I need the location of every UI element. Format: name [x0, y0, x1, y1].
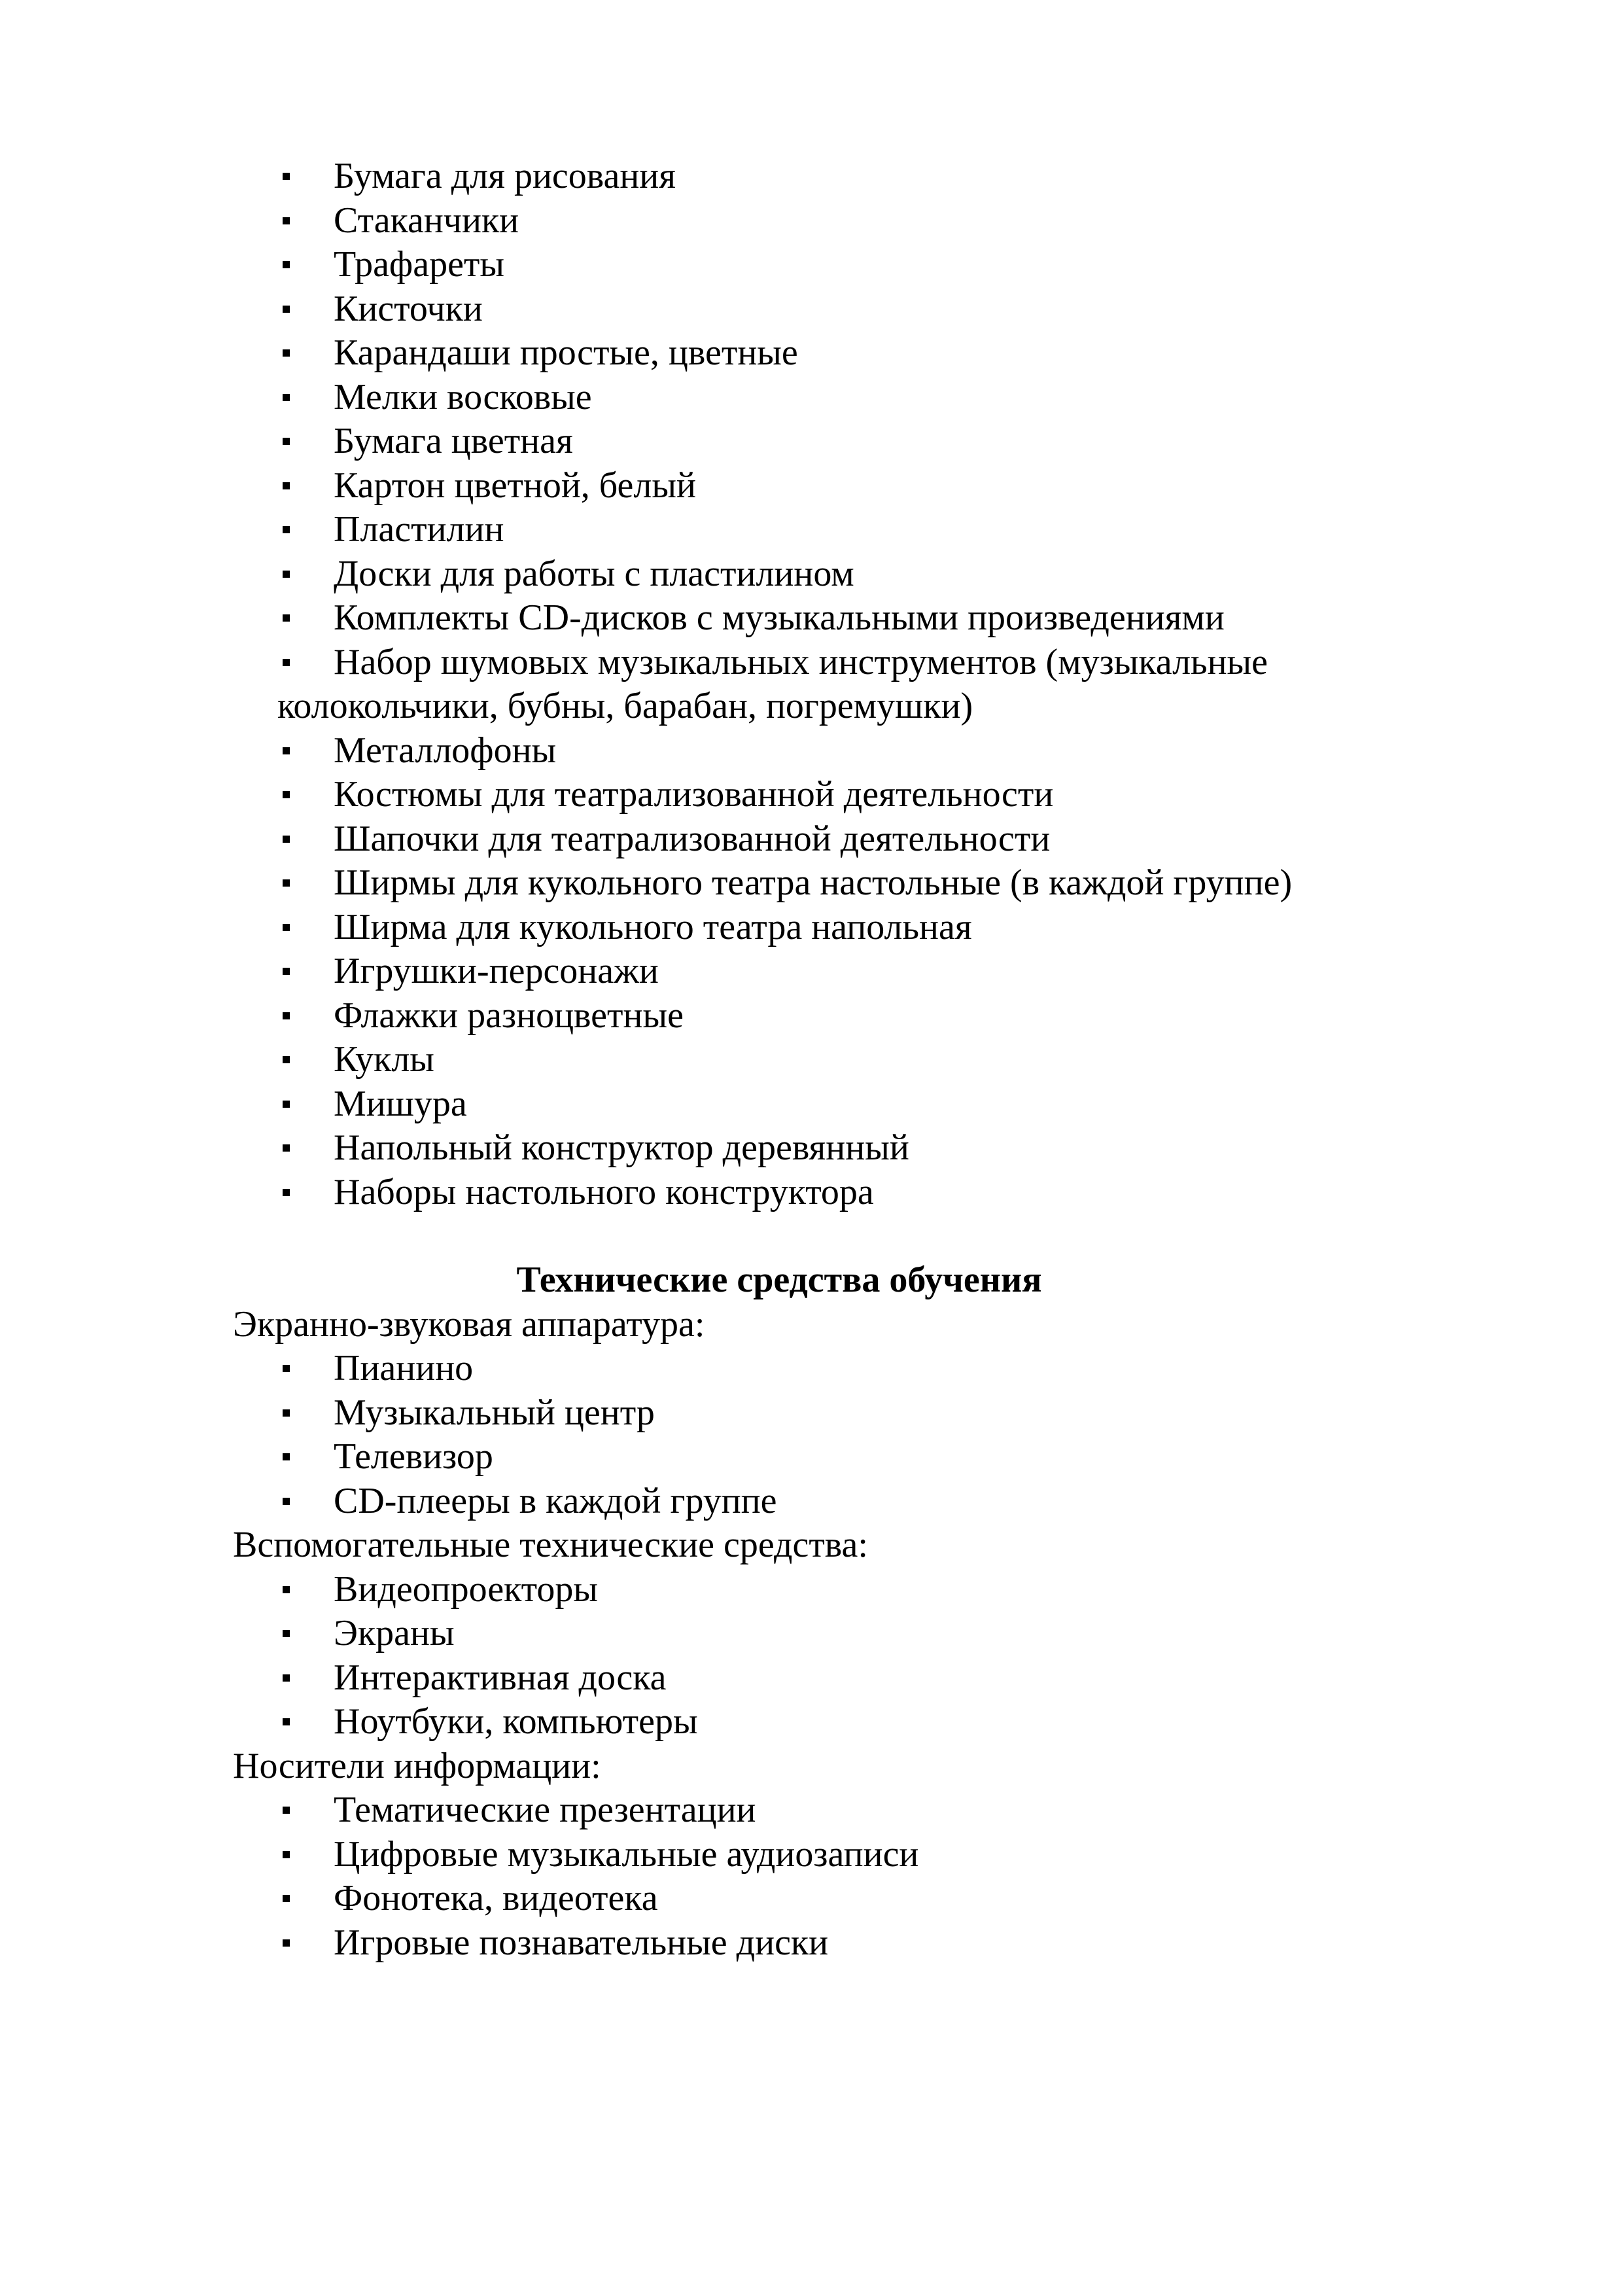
list-item: Тематические презентации — [233, 1788, 1410, 1833]
bullet-square-icon — [283, 1498, 290, 1505]
list-item: Ширма для кукольного театра напольная — [233, 906, 1410, 950]
bullet-square-icon — [283, 1144, 290, 1152]
list-item: Ширмы для кукольного театра настольные (в каждой группе) — [233, 861, 1410, 906]
bullet-square-icon — [283, 482, 290, 489]
bullet-square-icon — [283, 924, 290, 931]
bullet-square-icon — [283, 836, 290, 843]
list-item: Мишура — [233, 1082, 1410, 1127]
list-item: Ноутбуки, компьютеры — [233, 1700, 1410, 1744]
bullet-square-icon — [283, 1365, 290, 1372]
list-item: Доски для работы с пластилином — [233, 552, 1410, 597]
bullet-square-icon — [283, 438, 290, 445]
bullet-square-icon — [283, 1453, 290, 1460]
list-item: Флажки разноцветные — [233, 994, 1410, 1038]
list-item: Бумага цветная — [233, 419, 1410, 464]
bullet-square-icon — [283, 1012, 290, 1019]
list-item: Пластилин — [233, 508, 1410, 552]
bullet-square-icon — [283, 526, 290, 533]
list-item: Мелки восковые — [233, 376, 1410, 420]
list-item: Комплекты CD-дисков с музыкальными произведениями — [233, 596, 1410, 641]
list-item: Цифровые музыкальные аудиозаписи — [233, 1833, 1410, 1877]
list-item: Костюмы для театрализованной деятельности — [233, 773, 1410, 817]
bullet-square-icon — [283, 306, 290, 313]
list-item: CD-плееры в каждой группе — [233, 1479, 1410, 1524]
bullet-square-icon — [283, 659, 290, 666]
list-item: Игровые познавательные диски — [233, 1921, 1410, 1966]
bullet-square-icon — [283, 1409, 290, 1417]
audio-visual-list — [233, 1347, 1410, 1523]
list-item: Куклы — [233, 1038, 1410, 1082]
bullet-square-icon — [283, 614, 290, 622]
list-item: Телевизор — [233, 1435, 1410, 1479]
bullet-square-icon — [283, 1101, 290, 1108]
bullet-square-icon — [283, 747, 290, 754]
bullet-square-icon — [283, 571, 290, 578]
media-list — [233, 1788, 1410, 1965]
list-item: Игрушки-персонажи — [233, 949, 1410, 994]
list-item-wrapped: Набор шумовых музыкальных инструментов (музыкальные колокольчики, бубны, барабан, погремушки) — [277, 641, 1268, 726]
bullet-square-icon — [283, 261, 290, 268]
bullet-square-icon — [283, 1807, 290, 1814]
list-item: Стаканчики — [233, 199, 1410, 243]
list-item: Карандаши простые, цветные — [233, 331, 1410, 376]
bullet-square-icon — [283, 1939, 290, 1947]
bullet-square-icon — [283, 1895, 290, 1902]
list-item: Бумага для рисования — [233, 154, 1410, 199]
tech-section-auxiliary — [233, 1523, 1410, 1744]
list-item: Интерактивная доска — [233, 1656, 1410, 1701]
bullet-square-icon — [283, 1586, 290, 1593]
list-item: Экраны — [233, 1612, 1410, 1656]
list-item: Напольный конструктор деревянный — [233, 1126, 1410, 1171]
bullet-square-icon — [283, 1056, 290, 1063]
section-heading: Технические средства обучения — [516, 1260, 1042, 1300]
bullet-square-icon — [283, 1851, 290, 1858]
bullet-square-icon — [283, 173, 290, 180]
bullet-square-icon — [283, 1718, 290, 1725]
tech-section-audio-visual — [233, 1303, 1410, 1524]
list-item: Картон цветной, белый — [233, 464, 1410, 508]
list-item: Пианино — [233, 1347, 1410, 1391]
bullet-square-icon — [283, 394, 290, 401]
list-item: Трафареты — [233, 243, 1410, 287]
bullet-square-icon — [283, 1630, 290, 1637]
bullet-square-icon — [283, 1674, 290, 1682]
section-subheading: Экранно-звуковая аппаратура: — [233, 1303, 705, 1345]
tech-section-media — [233, 1744, 1410, 1966]
auxiliary-list — [233, 1568, 1410, 1744]
bullet-square-icon — [283, 349, 290, 357]
list-item: Музыкальный центр — [233, 1391, 1410, 1436]
list-item: Фонотека, видеотека — [233, 1877, 1410, 1921]
bullet-square-icon — [283, 968, 290, 975]
list-item: Кисточки — [233, 287, 1410, 332]
list-item: Видеопроекторы — [233, 1568, 1410, 1612]
materials-list — [233, 154, 1410, 1214]
bullet-square-icon — [283, 791, 290, 798]
list-item: Шапочки для театрализованной деятельности — [233, 817, 1410, 862]
bullet-square-icon — [283, 879, 290, 887]
list-item: Наборы настольного конструктора — [233, 1171, 1410, 1215]
bullet-square-icon — [283, 217, 290, 224]
page-content — [233, 154, 1410, 1965]
list-item: Металлофоны — [233, 729, 1410, 773]
section-subheading: Носители информации: — [233, 1745, 601, 1786]
section-subheading: Вспомогательные технические средства: — [233, 1525, 868, 1565]
bullet-square-icon — [283, 1189, 290, 1196]
